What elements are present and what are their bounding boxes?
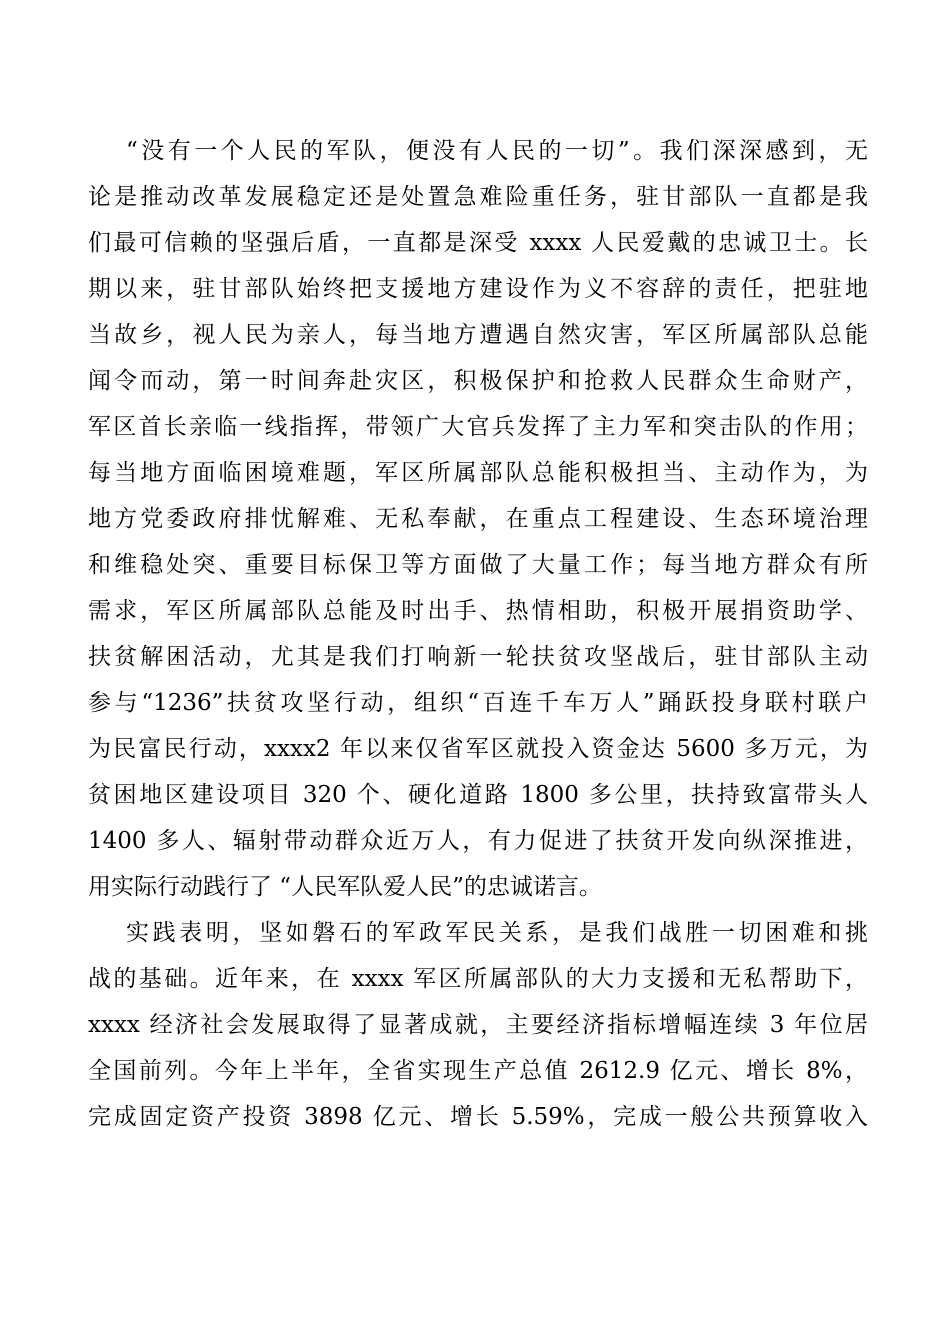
text-line: 军区首长亲临一线指挥，带领广大官兵发挥了主力军和突击队的作用；	[88, 414, 868, 440]
text-line: 和维稳处突、重要目标保卫等方面做了大量工作；每当地方群众有所	[88, 552, 868, 578]
text-line: 当故乡，视人民为亲人，每当地方遭遇自然灾害，军区所属部队总能	[88, 322, 868, 348]
document-body	[88, 128, 868, 1140]
text-line: 1400 多人、辐射带动群众近万人，有力促进了扶贫开发向纵深推进，	[88, 828, 868, 854]
text-line: 用实际行动践行了 “人民军队爱人民”的忠诚诺言。	[88, 874, 602, 900]
text-line: “没有一个人民的军队，便没有人民的一切”。我们深深感到，无	[126, 138, 868, 164]
text-line: 们最可信赖的坚强后盾，一直都是深受 xxxx 人民爱戴的忠诚卫士。长	[88, 230, 868, 256]
text-line: 地方党委政府排忧解难、无私奉献，在重点工程建设、生态环境治理	[88, 506, 868, 532]
text-line: 战的基础。近年来，在 xxxx 军区所属部队的大力支援和无私帮助下，	[88, 966, 868, 992]
text-line: 扶贫解困活动，尤其是我们打响新一轮扶贫攻坚战后，驻甘部队主动	[88, 644, 868, 670]
text-line: 每当地方面临困境难题，军区所属部队总能积极担当、主动作为，为	[88, 460, 868, 486]
text-line: 期以来，驻甘部队始终把支援地方建设作为义不容辞的责任，把驻地	[88, 276, 868, 302]
paragraph-2	[88, 910, 868, 1140]
text-line: xxxx 经济社会发展取得了显著成就，主要经济指标增幅连续 3 年位居	[88, 1012, 868, 1038]
text-line: 全国前列。今年上半年，全省实现生产总值 2612.9 亿元、增长 8%，	[88, 1058, 868, 1084]
text-line: 完成固定资产投资 3898 亿元、增长 5.59%，完成一般公共预算收入	[88, 1104, 868, 1130]
text-line: 为民富民行动，xxxx2 年以来仅省军区就投入资金达 5600 多万元，为	[88, 736, 868, 762]
text-line: 贫困地区建设项目 320 个、硬化道路 1800 多公里，扶持致富带头人	[88, 782, 868, 808]
paragraph-1	[88, 128, 868, 910]
text-line: 论是推动改革发展稳定还是处置急难险重任务，驻甘部队一直都是我	[88, 184, 868, 210]
text-line: 实践表明，坚如磐石的军政军民关系，是我们战胜一切困难和挑	[126, 920, 868, 946]
text-line: 闻令而动，第一时间奔赴灾区，积极保护和抢救人民群众生命财产，	[88, 368, 868, 394]
text-line: 参与“1236”扶贫攻坚行动，组织“百连千车万人”踊跃投身联村联户	[88, 690, 868, 716]
text-line: 需求，军区所属部队总能及时出手、热情相助，积极开展捐资助学、	[88, 598, 868, 624]
